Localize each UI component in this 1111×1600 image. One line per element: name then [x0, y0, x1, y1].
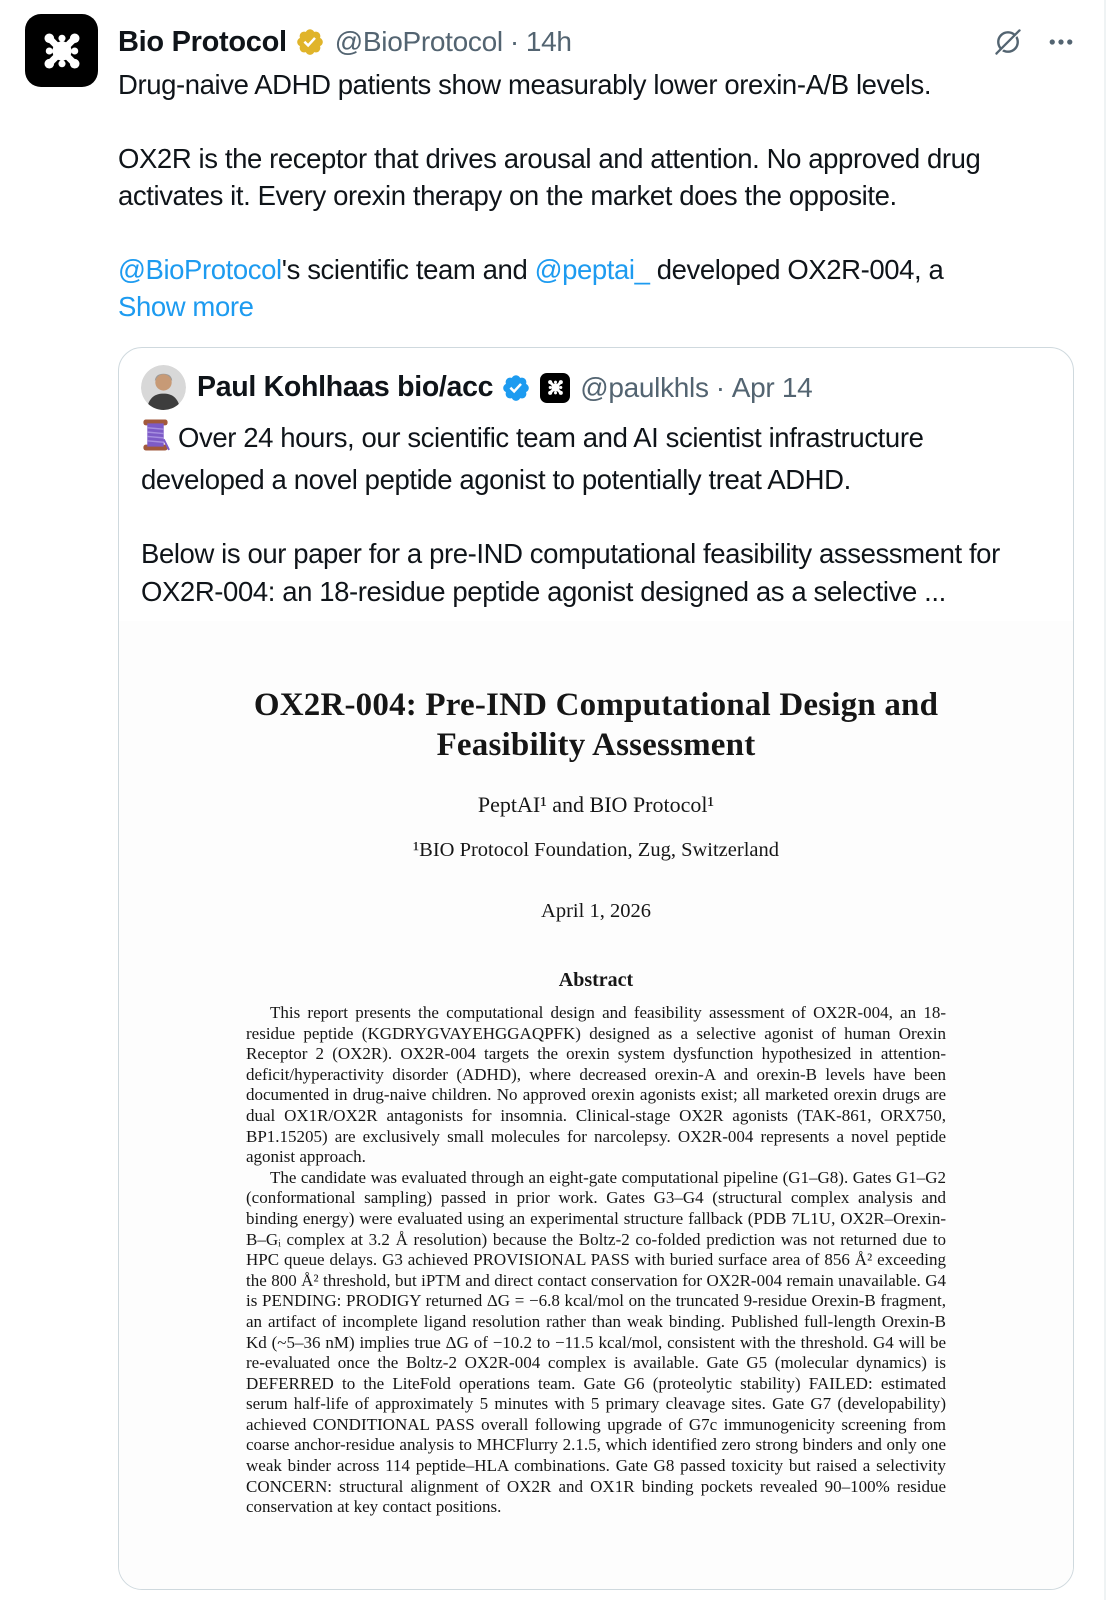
quoted-paragraph-1 [141, 419, 1051, 498]
quoted-author-handle[interactable]: @paulkhls [580, 371, 709, 403]
abstract-paragraph-1: This report presents the computational design and feasibility assessment of OX2R-004, an 18-residue peptide (KGDRYGVAYEHGGAQPFK) designed as a selective agonist of human Orexin Receptor 2 (OX2R). OX2R-004 targets the orexin system dysfunction hypothesized in attention-deficit/hyperactivity disorder (ADHD), where decreased orexin-A and orexin-B levels have been documented in drug-naive children. No approved orexin agonists exist; all marketed orexin drugs are dual OX1R/OX2R antagonists for insomnia. Clinical-stage OX2R agonists (TAK-861, ORX750, BP1.15205) are exclusively small molecules for narcolepsy. OX2R-004 represents a novel peptide agonist approach. [246, 1003, 946, 1167]
author-handle[interactable]: @BioProtocol [334, 26, 503, 57]
abstract-paragraph-2: The candidate was evaluated through an eight-gate computational pipeline (G1–G8). Gates G1–G2 (conformational sampling) passed in prior work. Gates G3–G4 (structural complex analysis and binding energy) were evaluated using an experimental structure fallback (PDB 7L1U, OX2R–Orexin-B–Gᵢ complex at 3.2 Å resolution) because the Boltz-2 co-folded prediction was not returned due to HPC queue delays. G3 achieved PROVISIONAL PASS with buried surface area of 856 Å² exceeding the 800 Å² threshold, but iPTM and direct contact conservation for OX2R-004 remain unavailable. G4 is PENDING: PRODIGY returned ΔG = −6.8 kcal/mol on the truncated 9-residue Orexin-B fragment, an artifact of incomplete ligand resolution rather than weak binding. Published full-length Orexin-B Kd (~5–36 nM) implies true ΔG of −10.2 to −11.5 kcal/mol, consistent with the threshold. G4 will be re-evaluated once the Boltz-2 OX2R-004 complex is available. Gate G5 (molecular dynamics) is DEFERRED to the LiteFold operations team. Gate G6 (proteolytic stability) FAILED: estimated serum half-life of approximately 5 minutes with 5 primary cleavage sites. Gate G7 (developability) achieved CONDITIONAL PASS overall following upgrade of G7c immunogenicity screening from coarse anchor-residue analysis to MHCFlurry 2.1.5, which identified zero strong binders and only one weak binder across 114 peptide–HLA combinations. Gate G8 passed toxicity but raised a selectivity CONCERN: structural alignment of OX2R and OX1R binding pockets revealed 90–100% residue conservation at key contact positions. [246, 1167, 946, 1517]
avatar[interactable] [25, 14, 98, 87]
paper-date: April 1, 2026 [541, 900, 651, 922]
gold-verified-icon [295, 27, 325, 57]
more-icon[interactable] [1046, 27, 1076, 57]
mention-peptai[interactable]: @peptai_ [534, 253, 650, 285]
blue-verified-icon [501, 373, 531, 403]
paragraph-3-text: 's scientific team and [281, 253, 535, 285]
tweet-paragraph-2: OX2R is the receptor that drives arousal and attention. No approved drug activates it. Every orexin therapy on the market does the opposite. [118, 142, 981, 211]
paper-title [119, 621, 1073, 765]
paper-title-line-1: OX2R-004: Pre-IND Computational Design and [253, 687, 939, 723]
bio-protocol-molecule-icon [37, 26, 87, 76]
paragraph-3-end: developed OX2R-004, a [649, 253, 944, 285]
paper-affiliation: ¹BIO Protocol Foundation, Zug, Switzerland [413, 839, 779, 861]
tweet-text [118, 66, 1076, 326]
mention-bioprotocol[interactable]: @BioProtocol [118, 253, 282, 285]
quoted-tweet-header [141, 365, 1051, 410]
paper-abstract-heading: Abstract [558, 969, 634, 991]
tweet-header [118, 22, 1076, 62]
tweet-actions [992, 26, 1076, 58]
quoted-paragraph-1-text: Over 24 hours, our scientific team and AI scientist infrastructure developed a novel peptide agonist to potentially treat ADHD. [141, 422, 924, 495]
quoted-tweet-text [141, 419, 1051, 610]
avatar[interactable] [141, 365, 186, 410]
paper-abstract [246, 1003, 946, 1518]
meta-separator: · [509, 26, 519, 57]
tweet-body [118, 22, 1076, 326]
paper-authors: PeptAI¹ and BIO Protocol¹ [477, 792, 715, 817]
tweet-timestamp[interactable]: 14h [525, 26, 572, 57]
author-name[interactable]: Bio Protocol [118, 25, 287, 58]
tweet-paragraph-3 [118, 251, 1076, 289]
thread-spool-emoji [141, 419, 170, 461]
timeline-column-divider [1104, 0, 1106, 1600]
tweet-meta [335, 26, 572, 58]
tweet-media-paper-image[interactable] [119, 621, 1073, 1589]
quoted-tweet-date: Apr 14 [731, 371, 813, 403]
quoted-author-name[interactable]: Paul Kohlhaas bio/acc [197, 371, 494, 403]
quoted-tweet-meta [580, 372, 812, 404]
profile-photo [141, 365, 186, 410]
paper-page [119, 621, 1073, 1518]
paper-title-line-2: Feasibility Assessment [436, 727, 756, 763]
meta-separator: · [715, 371, 725, 403]
bio-protocol-affiliate-badge-icon[interactable] [540, 373, 570, 403]
quoted-tweet-card[interactable] [118, 347, 1074, 1590]
show-more-link[interactable]: Show more [118, 291, 254, 322]
quoted-paragraph-2: Below is our paper for a pre-IND computational feasibility assessment for OX2R-004: an 18-residue peptide agonist designed as a selective ... [141, 538, 1000, 607]
tweet-paragraph-1: Drug-naive ADHD patients show measurably lower orexin-A/B levels. [118, 69, 932, 100]
grok-icon[interactable] [992, 26, 1024, 58]
